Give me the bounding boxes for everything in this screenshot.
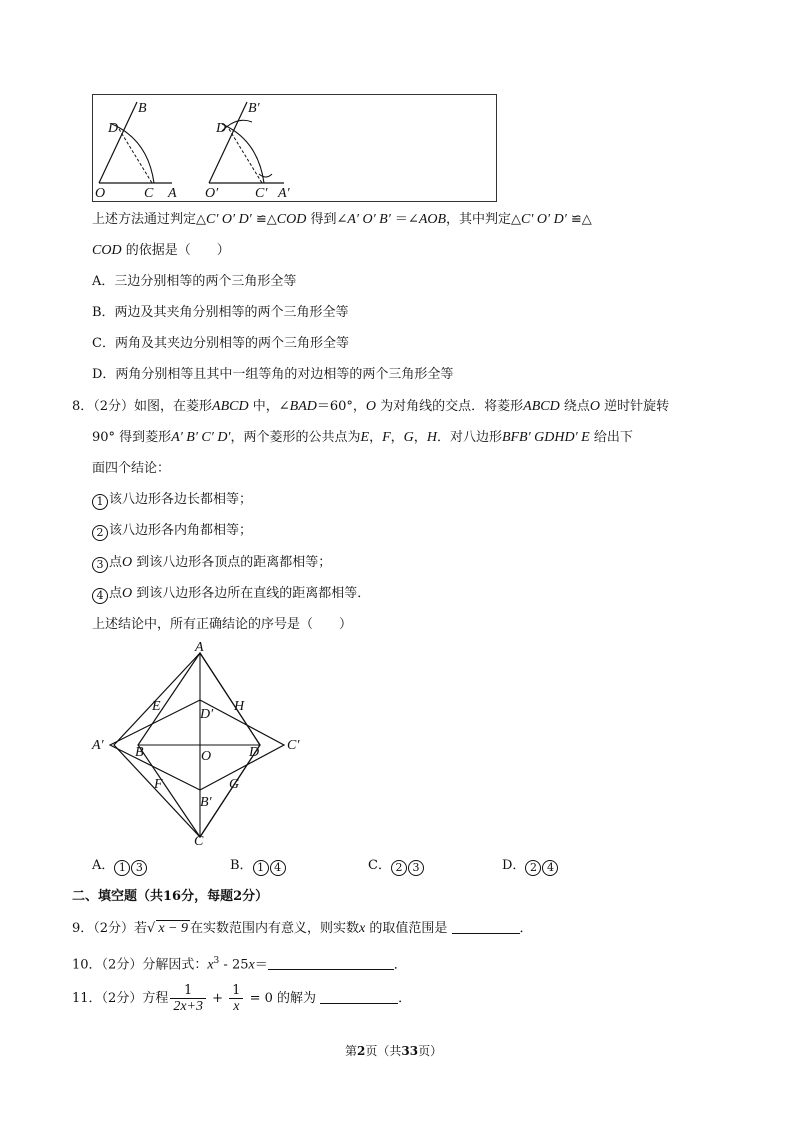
fig1-left-label-A: A (168, 186, 177, 201)
section-heading-fill-in: 二、填空题（共16分，每题2分） (72, 889, 269, 904)
q8-option-c: C． 2 3 (368, 858, 425, 876)
rhombus-figure (88, 640, 318, 850)
construction-figure (92, 94, 497, 202)
q11: 11．（2分）方程 $\frac{1}{2x+3}$ + $\frac{1}{x}$ = 0 的解为 ． (72, 983, 412, 1014)
q7-option-a: A．三边分别相等的两个三角形全等 (92, 274, 297, 289)
fig1-left-label-C: C (144, 186, 154, 201)
q7-option-b: B．两边及其夹角分别相等的两个三角形全等 (92, 305, 349, 320)
fig1-right-label-A: A′ (278, 186, 290, 201)
fig2-label-Ap: A′ (92, 738, 104, 753)
fig2-label-Cp: C′ (287, 738, 300, 753)
fig1-left-label-D: D (108, 121, 119, 136)
q8-conclusion-2: 2 该八边形各内角都相等； (92, 523, 252, 541)
fig2-label-A: A (195, 640, 204, 655)
fig1-left-label-O: O (95, 186, 106, 201)
q10-answer-blank[interactable] (268, 969, 394, 970)
fig1-right-label-C: C′ (255, 186, 268, 201)
fig2-label-O: O (201, 749, 212, 764)
q7-stem-line1: 上述方法通过判定△C′ O′ D′ ≌△COD 得到∠A′ O′ B′ ＝∠AOB，其中判定△C′ O′ D′ ≌△ (92, 212, 592, 227)
q8-stem-line3: 面四个结论： (92, 461, 171, 476)
page-footer: 第2页（共33页） (345, 1044, 443, 1058)
q8-ask: 上述结论中，所有正确结论的序号是（ ） (92, 617, 353, 632)
fig2-label-G: G (229, 777, 240, 792)
fig2-label-C: C (194, 834, 204, 849)
fig2-label-Bp: B′ (200, 795, 212, 810)
fig2-label-D: D (249, 745, 260, 760)
q9: 9．（2分）若√ x − 9 在实数范围内有意义，则实数x 的取值范围是 ． (72, 921, 533, 936)
q8-option-b: B． 1 4 (230, 858, 287, 876)
fig1-right-label-B: B′ (248, 101, 260, 116)
q7-option-d: D．两角分别相等且其中一组等角的对边相等的两个三角形全等 (92, 367, 454, 382)
q8-option-d: D． 2 4 (502, 858, 559, 876)
fig1-left-label-B: B (138, 101, 147, 116)
fig1-right-label-D: D (216, 121, 227, 136)
q10: 10．（2分）分解因式：$x^3 - 25x=$ ． (72, 956, 407, 973)
fig2-label-E: E (152, 699, 161, 714)
q7-option-c: C．两角及其夹边分别相等的两个三角形全等 (92, 336, 349, 351)
fig2-label-B: B (135, 745, 144, 760)
q8-stem-line1: 8．（2分）如图，在菱形ABCD 中，∠BAD＝60°，O 为对角线的交点．将菱形ABCD 绕点O 逆时针旋转 (72, 399, 670, 414)
q9-answer-blank[interactable] (452, 933, 520, 934)
q7-stem-line2: COD 的依据是（ ） (92, 243, 230, 258)
fig2-label-F: F (154, 777, 163, 792)
q8-stem-line2: 90° 得到菱形A′ B′ C′ D′，两个菱形的公共点为E，F，G，H．对八边形BFB′ GDHD′ E 给出下 (92, 430, 633, 445)
fig1-right-label-O: O′ (205, 186, 219, 201)
q8-conclusion-4: 4 点O 到该八边形各边所在直线的距离都相等． (92, 586, 370, 604)
fig2-label-H: H (234, 699, 245, 714)
q8-conclusion-1: 1 该八边形各边长都相等； (92, 492, 252, 510)
q8-option-a: A． 1 3 (92, 858, 148, 876)
fig2-label-Dp: D′ (200, 707, 214, 722)
q8-conclusion-3: 3 点O 到该八边形各顶点的距离都相等； (92, 555, 331, 573)
q11-answer-blank[interactable] (320, 1003, 398, 1004)
